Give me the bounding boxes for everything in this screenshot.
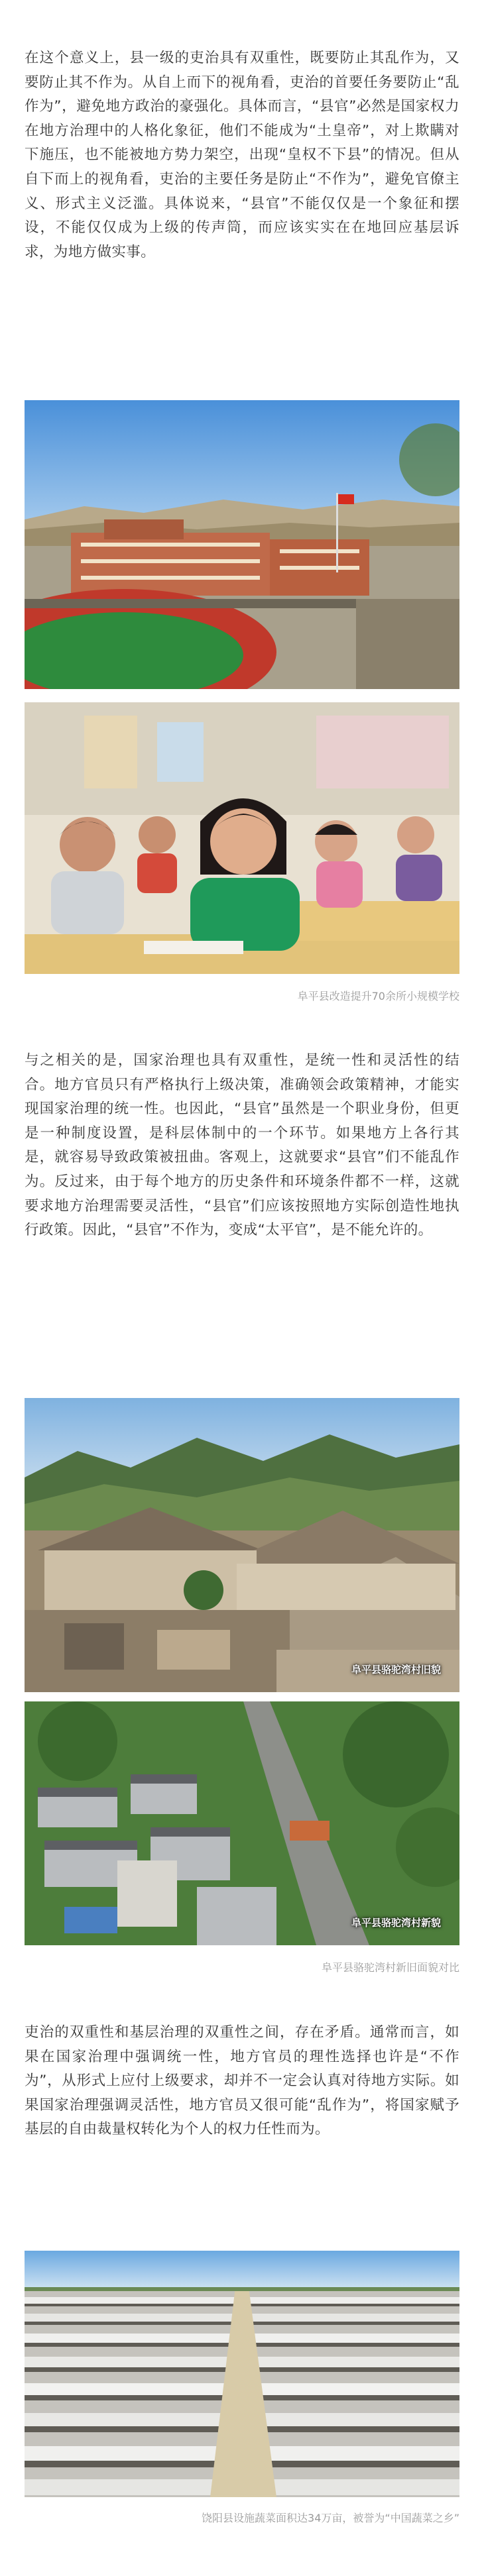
classroom-children-photo <box>25 702 459 974</box>
school-caption: 阜平县改造提升70余所小规模学校 <box>297 990 459 1002</box>
greenhouse-caption: 饶阳县设施蔬菜面积达34万亩，被誉为“中国蔬菜之乡” <box>202 2512 459 2524</box>
paragraph-1: 在这个意义上，县一级的吏治具有双重性，既要防止其乱作为，又要防止其不作为。从自上而下的视角看，吏治的首要任务要防止“乱作为”，避免地方政治的豪强化。具体而言，“县官”必然是国家权力在地方治理中的人格化象征，他们不能成为“土皇帝”，对上欺瞒对下施压，也不能被地方势力架空，出现“皇权不下县”的情况。但从自下而上的视角看，吏治的主要任务是防止“不作为”，避免官僚主义、形式主义泛滥。具体说来，“县官”不能仅仅是一个象征和摆设，不能仅仅成为上级的传声筒，而应该实实在在地回应基层诉求，为地方做实事。 <box>25 50 459 260</box>
old-village-photo <box>25 1398 459 1692</box>
old-village-overlay: 阜平县骆驼湾村旧貌 <box>351 1664 441 1676</box>
new-village-overlay: 阜平县骆驼湾村新貌 <box>351 1917 441 1929</box>
village-caption: 阜平县骆驼湾村新旧面貌对比 <box>321 1961 459 1974</box>
paragraph-3: 吏治的双重性和基层治理的双重性之间，存在矛盾。通常而言，如果在国家治理中强调统一性，地方官员的理性选择也许是“不作为”，从形式上应付上级要求，却并不一定会认真对待地方实际。如果国家治理强调灵活性，地方官员又很可能“乱作为”，将国家赋予基层的自由裁量权转化为个人的权力任性而为。 <box>25 2024 459 2138</box>
greenhouse-fields-photo <box>25 2251 459 2497</box>
new-village-photo <box>25 1701 459 1945</box>
school-campus-photo <box>25 400 459 689</box>
paragraph-2: 与之相关的是，国家治理也具有双重性，是统一性和灵活性的结合。地方官员只有严格执行上级决策，准确领会政策精神，才能实现国家治理的统一性。也因此，“县官”虽然是一个职业身份，但更是一种制度设置，是科层体制中的一个环节。如果地方上各行其是，就容易导致政策被扭曲。客观上，这就要求“县官”们不能乱作为。反过来，由于每个地方的历史条件和环境条件都不一样，这就要求地方治理需要灵活性，“县官”们应该按照地方实际创造性地执行政策。因此，“县官”不作为，变成“太平官”，是不能允许的。 <box>25 1052 459 1239</box>
